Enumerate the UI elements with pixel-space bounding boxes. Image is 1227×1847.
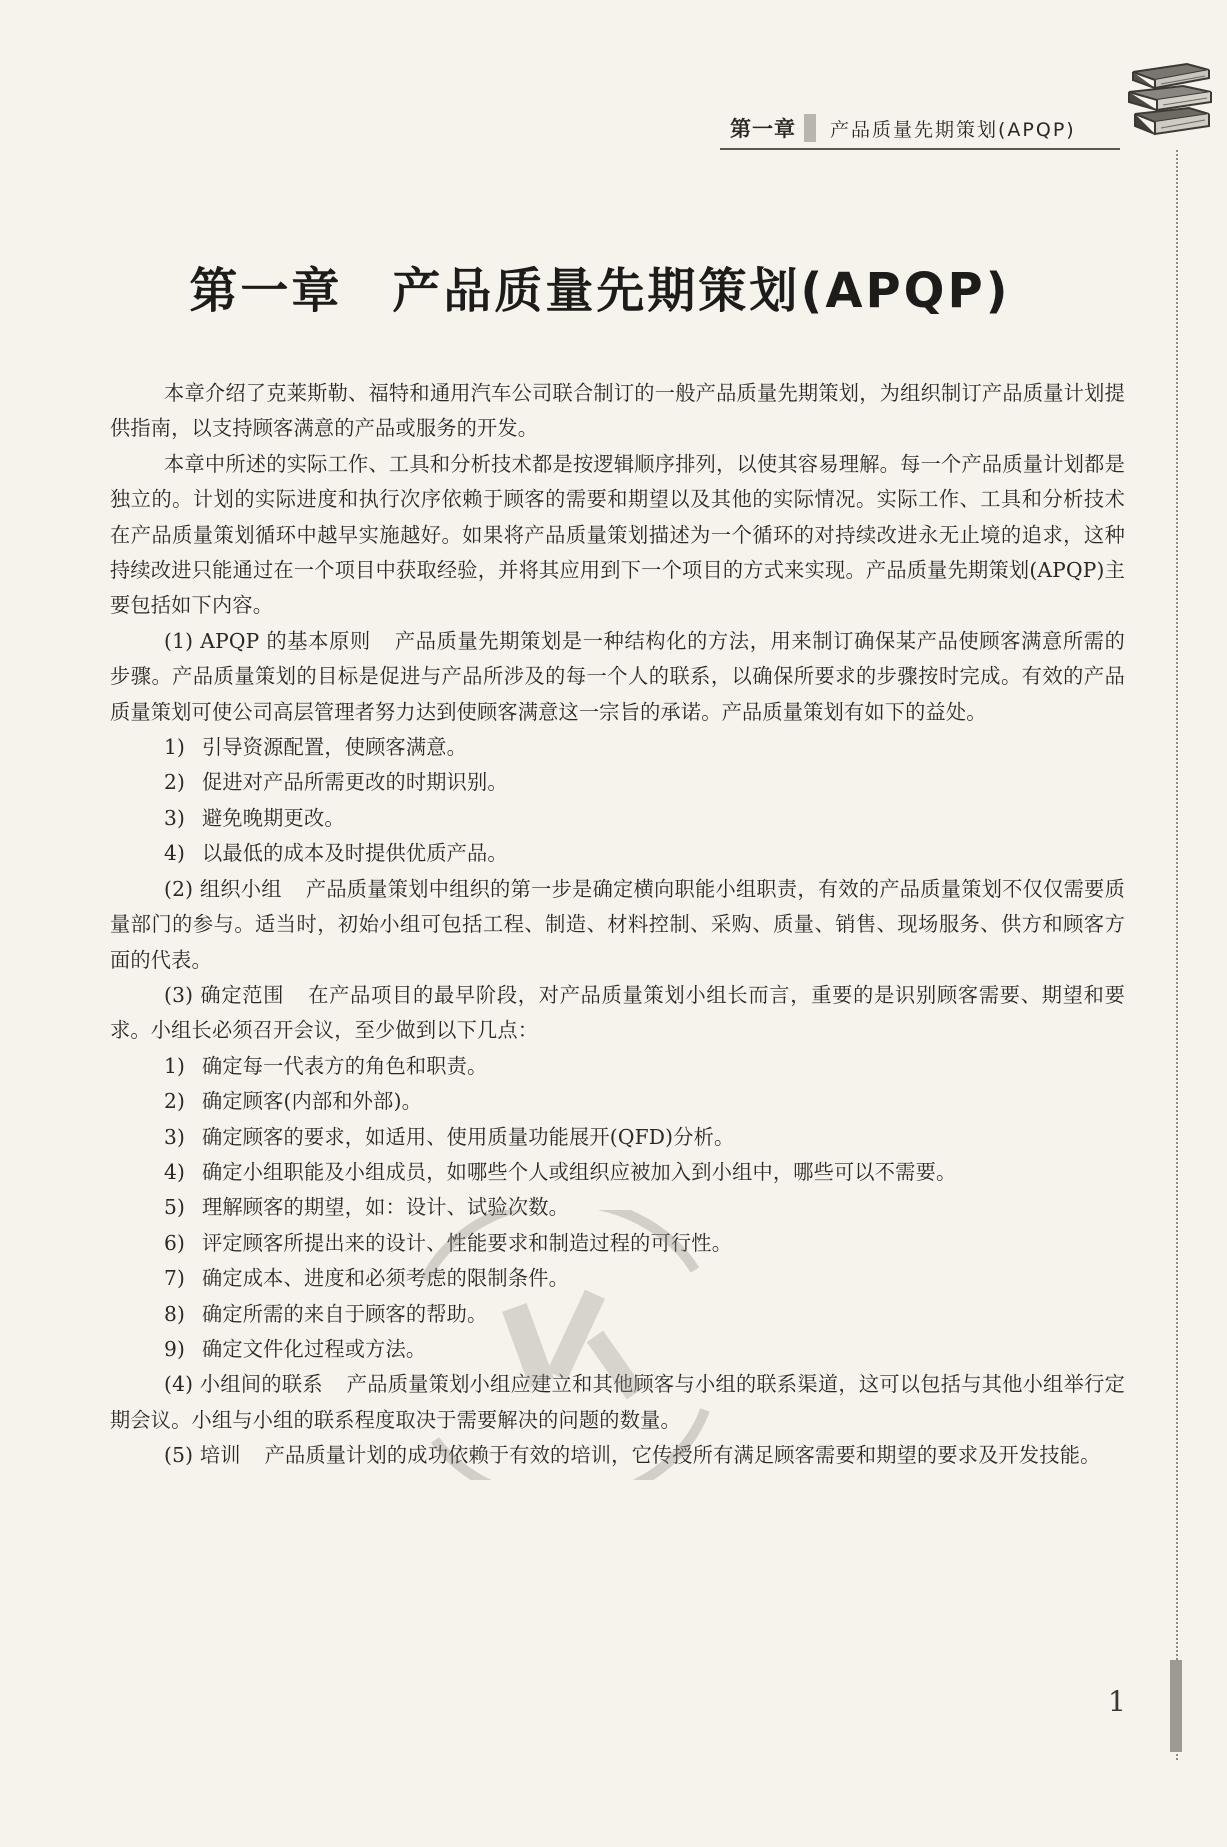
- list-item-text: 确定小组职能及小组成员，如哪些个人或组织应被加入到小组中，哪些可以不需要。: [202, 1159, 957, 1184]
- list-item-text: 评定顾客所提出来的设计、性能要求和制造过程的可行性。: [202, 1230, 733, 1255]
- chapter-title-text: 产品质量先期策划(APQP): [392, 263, 1011, 319]
- section-text: 在产品项目的最早阶段，对产品质量策划小组长而言，重要的是识别顾客需要、期望和要求。小组长必须召开会议，至少做到以下几点：: [110, 982, 1125, 1043]
- list-item-text: 以最低的成本及时提供优质产品。: [202, 841, 508, 866]
- chapter-body: [110, 376, 1125, 1474]
- list-item: [110, 1226, 1125, 1261]
- list-item-text: 理解顾客的期望，如：设计、试验次数。: [202, 1195, 569, 1220]
- list-item-number: 1): [164, 735, 186, 760]
- list-item-text: 确定顾客(内部和外部)。: [202, 1089, 423, 1114]
- list-item-text: 促进对产品所需更改的时期识别。: [202, 770, 508, 795]
- list-item-number: 2): [164, 770, 186, 795]
- section-heading: (3) 确定范围: [164, 982, 285, 1007]
- running-header-title: 产品质量先期策划(APQP): [830, 118, 1076, 141]
- list-item-text: 避免晚期更改。: [202, 805, 345, 830]
- section-heading: (5) 培训: [164, 1443, 241, 1468]
- chapter-title: [150, 252, 1050, 321]
- list-item-text: 确定成本、进度和必须考虑的限制条件。: [202, 1266, 569, 1291]
- running-header-separator: [804, 114, 816, 142]
- intro-paragraph-2: 本章中所述的实际工作、工具和分析技术都是按逻辑顺序排列，以使其容易理解。每一个产品质量计划都是独立的。计划的实际进度和执行次序依赖于顾客的需要和期望以及其他的实际情况。实际工作、工具和分析技术在产品质量策划循环中越早实施越好。如果将产品质量策划描述为一个循环的对持续改进永无止境的追求，这种持续改进只能通过在一个项目中获取经验，并将其应用到下一个项目的方式来实现。产品质量先期策划(APQP)主要包括如下内容。: [110, 451, 1125, 618]
- list-item-number: 6): [164, 1230, 186, 1255]
- books-stack-icon: [1125, 58, 1215, 140]
- list-item-number: 3): [164, 805, 186, 830]
- list-item: [110, 1084, 1125, 1119]
- page-edge-tab: [1170, 1660, 1182, 1752]
- list-item-text: 确定每一代表方的角色和职责。: [202, 1053, 488, 1078]
- chapter-title-number: 第一章: [189, 263, 343, 319]
- list-item: [110, 1297, 1125, 1332]
- list-item-number: 5): [164, 1195, 186, 1220]
- list-item-text: 引导资源配置，使顾客满意。: [202, 735, 468, 760]
- running-header: [720, 108, 1120, 150]
- list-item: [110, 1332, 1125, 1367]
- list-item-number: 4): [164, 1159, 186, 1184]
- list-item: [110, 1261, 1125, 1296]
- section-text: 产品质量策划中组织的第一步是确定横向职能小组职责，有效的产品质量策划不仅仅需要质量部门的参与。适当时，初始小组可包括工程、制造、材料控制、采购、质量、销售、现场服务、供方和顾客方面的代表。: [110, 876, 1125, 972]
- section-paragraph: [110, 978, 1125, 1049]
- list-item: [110, 836, 1125, 871]
- list-item: [110, 1190, 1125, 1225]
- list-item-number: 9): [164, 1336, 186, 1361]
- list-item: [110, 765, 1125, 800]
- section-paragraph: [110, 1438, 1125, 1473]
- list-item: [110, 1155, 1125, 1190]
- section-text: 产品质量先期策划是一种结构化的方法，用来制订确保某产品使顾客满意所需的步骤。产品质量策划的目标是促进与产品所涉及的每一个人的联系，以确保所要求的步骤按时完成。有效的产品质量策划可使公司高层管理者努力达到使顾客满意这一宗旨的承诺。产品质量策划有如下的益处。: [110, 628, 1125, 724]
- list-item-text: 确定文件化过程或方法。: [202, 1336, 427, 1361]
- list-item: [110, 1120, 1125, 1155]
- list-item-number: 1): [164, 1053, 186, 1078]
- section-paragraph: [110, 1367, 1125, 1438]
- section-text: 产品质量计划的成功依赖于有效的培训，它传授所有满足顾客需要和期望的要求及开发技能。: [264, 1443, 1101, 1468]
- list-item-number: 4): [164, 841, 186, 866]
- list-item: [110, 730, 1125, 765]
- running-header-chapter: 第一章: [730, 117, 796, 141]
- list-item-text: 确定所需的来自于顾客的帮助。: [202, 1301, 488, 1326]
- page-edge-dotted-line: [1176, 150, 1178, 1760]
- intro-paragraph-1: 本章介绍了克莱斯勒、福特和通用汽车公司联合制订的一般产品质量先期策划，为组织制订产品质量计划提供指南，以支持顾客满意的产品或服务的开发。: [110, 381, 1125, 441]
- page-number: 1: [1108, 1685, 1126, 1718]
- section-heading: (1) APQP 的基本原则: [164, 628, 371, 653]
- list-item-number: 2): [164, 1089, 186, 1114]
- section-heading: (4) 小组间的联系: [164, 1372, 323, 1397]
- section-paragraph: [110, 624, 1125, 730]
- section-text: 产品质量策划小组应建立和其他顾客与小组的联系渠道，这可以包括与其他小组举行定期会议。小组与小组的联系程度取决于需要解决的问题的数量。: [110, 1372, 1125, 1432]
- section-heading: (2) 组织小组: [164, 876, 282, 901]
- list-item-text: 确定顾客的要求，如适用、使用质量功能展开(QFD)分析。: [202, 1124, 735, 1149]
- list-item-number: 7): [164, 1266, 186, 1291]
- list-item: [110, 801, 1125, 836]
- section-paragraph: [110, 872, 1125, 978]
- list-item-number: 8): [164, 1301, 186, 1326]
- list-item-number: 3): [164, 1124, 186, 1149]
- list-item: [110, 1049, 1125, 1084]
